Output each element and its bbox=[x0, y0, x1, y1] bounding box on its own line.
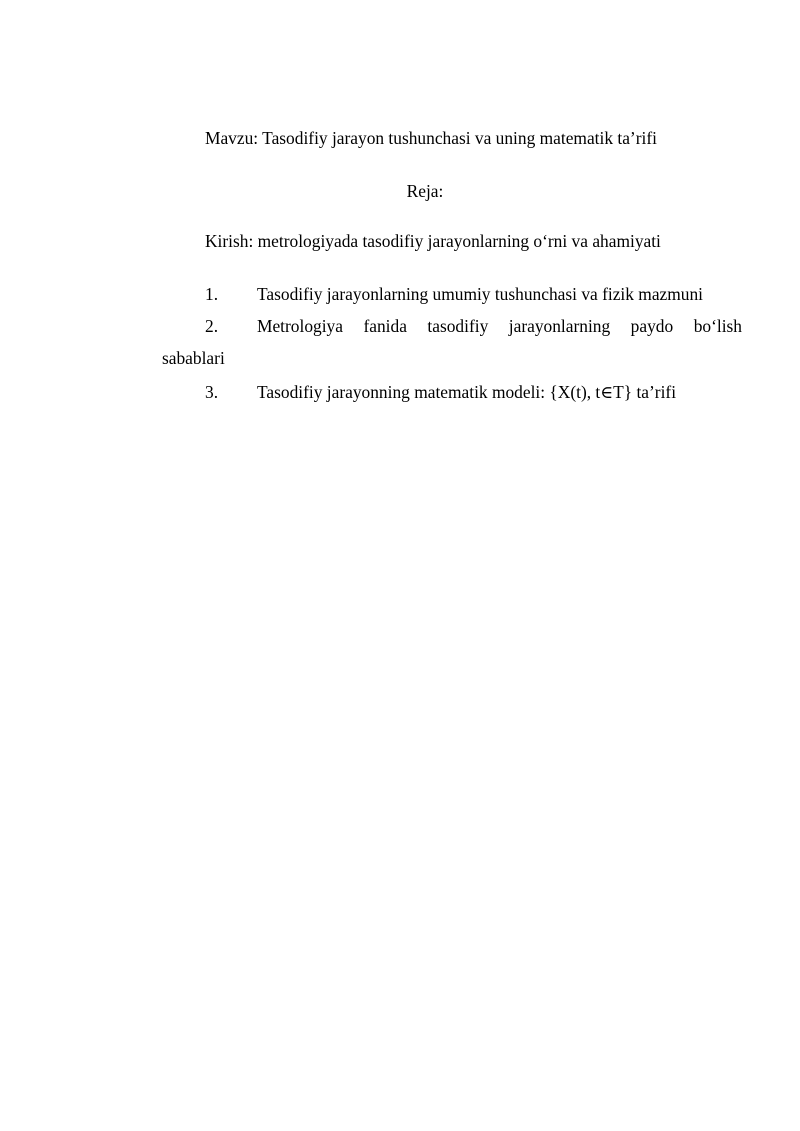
plan-heading: Reja: bbox=[406, 181, 444, 201]
intro-line: Kirish: metrologiyada tasodifiy jarayonlarning o‘rni va ahamiyati bbox=[205, 231, 661, 251]
plan-item-text: Tasodifiy jarayonlarning umumiy tushunchasi va fizik mazmuni bbox=[257, 284, 704, 304]
plan-item-text: Metrologiya fanida tasodifiy jarayonlarning paydo bo‘lish bbox=[257, 316, 742, 336]
document-title: Mavzu: Tasodifiy jarayon tushunchasi va uning matematik ta’rifi bbox=[205, 128, 657, 148]
plan-item-text: Tasodifiy jarayonning matematik modeli: {X(t), t∈T} ta’rifi bbox=[257, 382, 677, 402]
plan-item-2-continuation: sabablari bbox=[162, 348, 225, 368]
plan-item-number: 2. bbox=[205, 316, 219, 336]
plan-item-number: 1. bbox=[205, 284, 219, 304]
plan-item-number: 3. bbox=[205, 382, 219, 402]
